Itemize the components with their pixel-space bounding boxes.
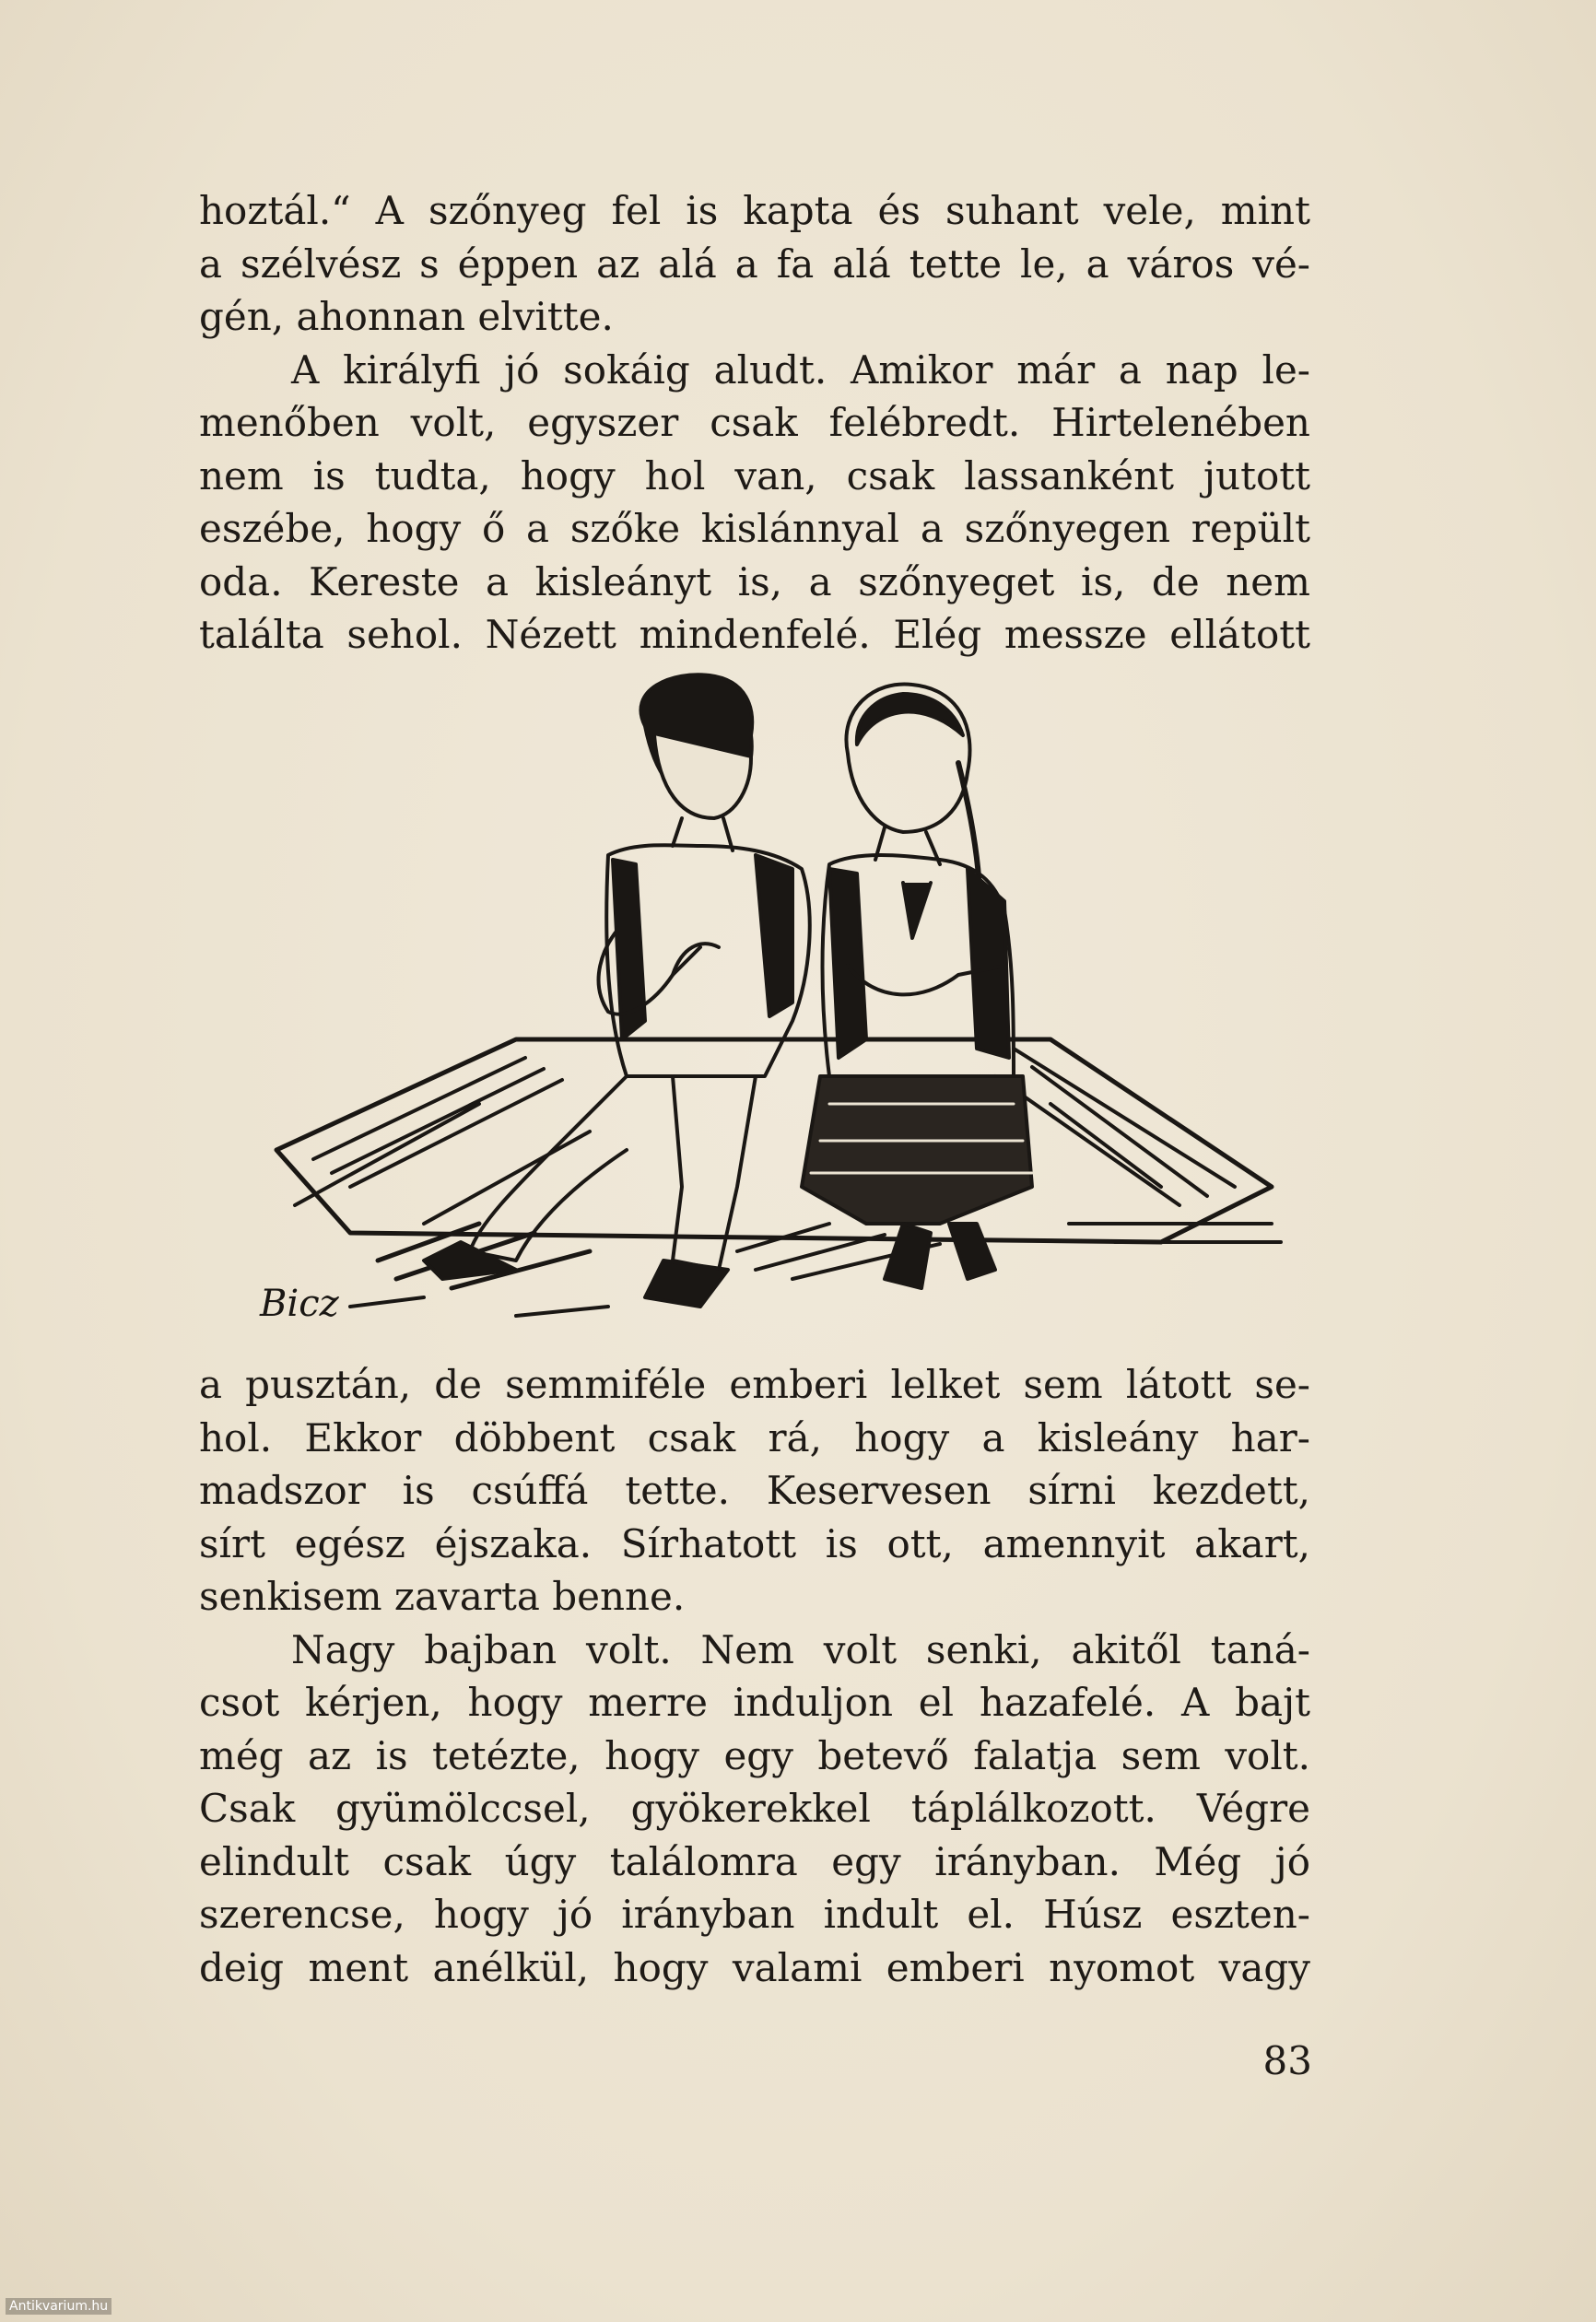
illustration-boy-and-girl-on-carpet	[240, 671, 1299, 1336]
text-line: csot kérjen, hogy merre induljon el hazafelé. A bajt	[199, 1680, 1310, 1725]
text-line: madszor is csúffá tette. Keservesen sírni kezdett,	[199, 1468, 1310, 1513]
text-line: gén, ahonnan elvitte.	[199, 294, 614, 339]
text-block-top	[199, 184, 1310, 662]
illustration-signature: Bicz	[260, 1283, 339, 1325]
text-line: deig ment anélkül, hogy valami emberi nyomot vagy	[199, 1944, 1310, 1990]
text-line: a szélvész s éppen az alá a fa alá tette le, a város vé-	[199, 240, 1310, 287]
text-line: Csak gyümölccsel, gyökerekkel táplálkozott. Végre	[199, 1786, 1310, 1831]
text-block-bottom	[199, 1358, 1310, 1994]
watermark: Antikvarium.hu	[6, 2298, 111, 2315]
text-line: hol. Ekkor döbbent csak rá, hogy a kisleány har-	[199, 1414, 1310, 1460]
page-number: 83	[1262, 2038, 1312, 2083]
text-line: elindult csak úgy találomra egy irányban. Még jó	[199, 1838, 1310, 1884]
boy-drawing	[424, 674, 810, 1307]
text-line: még az is tetézte, hogy egy betevő falatja sem volt.	[199, 1732, 1310, 1778]
text-line: eszébe, hogy ő a szőke kislánnyal a szőnyegen repült	[199, 506, 1310, 551]
text-line: szerencse, hogy jó irányban indult el. Húsz eszten-	[199, 1892, 1310, 1937]
text-line: sírt egész éjszaka. Sírhatott is ott, amennyit akart,	[199, 1520, 1310, 1566]
text-line: Nagy bajban volt. Nem volt senki, akitől taná-	[291, 1626, 1310, 1672]
girl-drawing	[802, 684, 1032, 1288]
text-line: menőben volt, egyszer csak felébredt. Hirtelenében	[199, 400, 1310, 445]
text-line: nem is tudta, hogy hol van, csak lassanként jutott	[199, 452, 1310, 498]
text-line: oda. Kereste a kisleányt is, a szőnyeget is, de nem	[199, 558, 1310, 604]
text-line: a pusztán, de semmiféle emberi lelket sem látott se-	[199, 1362, 1310, 1407]
carpet-drawing	[276, 1039, 1281, 1288]
text-line: hoztál.“ A szőnyeg fel is kapta és suhant vele, mint	[199, 188, 1310, 233]
text-line: senkisem zavarta benne.	[199, 1574, 686, 1619]
text-line: találta sehol. Nézett mindenfelé. Elég messze ellátott	[199, 612, 1310, 657]
text-line: A királyfi jó sokáig aludt. Amikor már a nap le-	[291, 346, 1310, 393]
